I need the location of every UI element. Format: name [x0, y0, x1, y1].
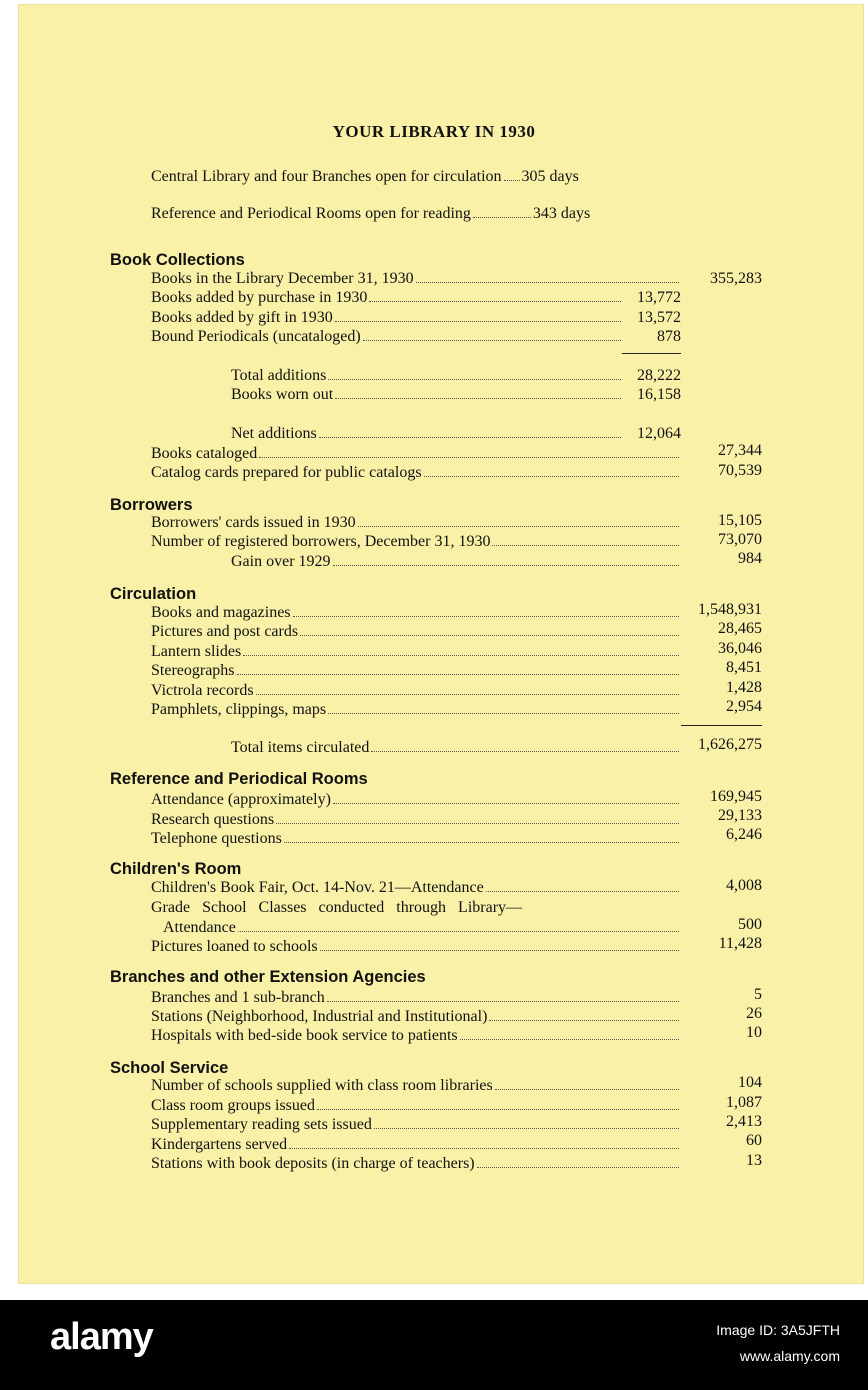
stat-row — [151, 810, 681, 829]
stat-row — [151, 642, 681, 661]
row-value: 36,046 — [718, 640, 762, 657]
row-label: Number of registered borrowers, December 31, 1930 — [151, 533, 491, 550]
section-heading: Borrowers — [110, 496, 193, 514]
leader-dots — [317, 1109, 679, 1110]
stat-row — [163, 918, 681, 937]
row-value: 343 days — [532, 205, 591, 222]
row-value: 1,548,931 — [698, 601, 762, 618]
leader-dots — [300, 635, 679, 636]
row-value: 1,626,275 — [698, 736, 762, 753]
row-value: 15,105 — [718, 512, 762, 529]
section-heading: Circulation — [110, 585, 197, 603]
row-value: 984 — [738, 550, 762, 567]
row-value: 28,465 — [718, 620, 762, 637]
row-value: 104 — [738, 1074, 762, 1091]
footer-bar — [0, 1300, 868, 1390]
stat-row — [151, 878, 681, 897]
row-value: 1,087 — [726, 1094, 762, 1111]
leader-dots — [473, 217, 531, 218]
row-value: 500 — [738, 916, 762, 933]
row-label: Pamphlets, clippings, maps — [151, 701, 327, 718]
leader-dots — [327, 1001, 679, 1002]
row-value: 13 — [746, 1152, 762, 1169]
leader-dots — [486, 891, 679, 892]
open-days-row — [151, 168, 731, 186]
section-heading: School Service — [110, 1059, 229, 1077]
row-value: 11,428 — [718, 935, 762, 952]
leader-dots — [328, 379, 621, 380]
row-label: Reference and Periodical Rooms open for reading — [151, 205, 471, 222]
row-value: 12,064 — [637, 425, 681, 442]
row-value: 305 days — [521, 168, 579, 185]
row-label: Research questions — [151, 811, 275, 828]
row-label: Books added by purchase in 1930 — [151, 289, 368, 306]
leader-dots — [504, 180, 520, 181]
row-label: Kindergartens served — [151, 1136, 288, 1153]
stat-row — [151, 288, 681, 307]
row-label: Children's Book Fair, Oct. 14-Nov. 21—Attendance — [151, 879, 484, 896]
leader-dots — [237, 674, 679, 675]
leader-dots — [460, 1039, 679, 1040]
leader-dots — [256, 694, 679, 695]
row-label: Attendance — [163, 919, 236, 936]
section-heading: Branches and other Extension Agencies — [110, 968, 426, 986]
leader-dots — [333, 565, 679, 566]
open-days-row — [151, 205, 731, 223]
row-label: Bound Periodicals (uncataloged) — [151, 328, 361, 345]
leader-dots — [319, 437, 621, 438]
row-label: Supplementary reading sets issued — [151, 1116, 372, 1133]
page-title: YOUR LIBRARY IN 1930 — [332, 122, 536, 141]
row-value: 8,451 — [726, 659, 762, 676]
row-value: 878 — [657, 328, 681, 345]
row-label: Pictures loaned to schools — [151, 938, 318, 955]
stat-row — [151, 622, 681, 641]
row-label: Number of schools supplied with class room libraries — [151, 1077, 493, 1094]
leader-dots — [363, 340, 621, 341]
section-heading: Reference and Periodical Rooms — [110, 770, 368, 788]
footer-url: www.alamy.com — [739, 1348, 840, 1364]
row-label: Attendance (approximately) — [151, 791, 331, 808]
alamy-logo: alamy — [50, 1316, 153, 1358]
sum-rule — [622, 353, 681, 354]
leader-dots — [489, 1020, 679, 1021]
leader-dots — [284, 842, 679, 843]
leader-dots — [243, 655, 679, 656]
stat-row — [151, 661, 681, 680]
stat-row — [151, 700, 681, 719]
stat-row — [151, 463, 681, 482]
row-value: 16,158 — [637, 386, 681, 403]
sum-rule — [681, 725, 762, 726]
row-label: Class room groups issued — [151, 1097, 315, 1114]
stat-row — [151, 532, 681, 551]
row-value: 355,283 — [710, 270, 762, 287]
stat-row — [231, 366, 681, 385]
row-value: 29,133 — [718, 807, 762, 824]
row-value: 13,772 — [637, 289, 681, 306]
row-label: Lantern slides — [151, 643, 242, 660]
leader-dots — [276, 823, 679, 824]
row-value: 13,572 — [637, 309, 681, 326]
leader-dots — [328, 713, 679, 714]
leader-dots — [333, 803, 679, 804]
stat-row — [151, 308, 681, 327]
row-label: Central Library and four Branches open for circulation — [151, 168, 502, 185]
row-label: Books added by gift in 1930 — [151, 309, 333, 326]
leader-dots — [369, 301, 621, 302]
row-value: 26 — [746, 1005, 762, 1022]
stat-row — [231, 552, 681, 571]
leader-dots — [335, 321, 621, 322]
row-label: Net additions — [231, 425, 317, 442]
row-label: Books in the Library December 31, 1930 — [151, 270, 414, 287]
leader-dots — [374, 1128, 679, 1129]
row-label: Catalog cards prepared for public catalogs — [151, 464, 422, 481]
stat-row — [231, 738, 681, 757]
stat-row — [151, 1096, 681, 1115]
row-value: 27,344 — [718, 442, 762, 459]
leader-dots — [289, 1148, 679, 1149]
row-label: Total additions — [231, 367, 327, 384]
row-label: Branches and 1 sub-branch — [151, 989, 325, 1006]
row-value: 6,246 — [726, 826, 762, 843]
row-value: 28,222 — [637, 367, 681, 384]
row-value: 5 — [754, 986, 762, 1003]
leader-dots — [424, 476, 679, 477]
row-label: Victrola records — [151, 682, 254, 699]
stat-row — [151, 829, 681, 848]
row-label: Stereographs — [151, 662, 235, 679]
row-value: 4,008 — [726, 877, 762, 894]
stat-row — [151, 681, 681, 700]
row-label: Total items circulated — [231, 739, 370, 756]
row-label: Hospitals with bed-side book service to patients — [151, 1027, 458, 1044]
row-value: 60 — [746, 1132, 762, 1149]
leader-dots — [293, 616, 679, 617]
stat-row — [231, 385, 681, 404]
leader-dots — [358, 526, 679, 527]
row-label: Telephone questions — [151, 830, 282, 847]
section-heading: Children's Room — [110, 860, 242, 878]
leader-dots — [492, 545, 679, 546]
stat-row — [151, 790, 681, 809]
leader-dots — [477, 1167, 679, 1168]
stat-row — [151, 898, 681, 917]
stat-row — [151, 1154, 681, 1173]
stat-row — [151, 444, 681, 463]
row-label: Borrowers' cards issued in 1930 — [151, 514, 356, 531]
stat-row — [151, 1135, 681, 1154]
row-label: Gain over 1929 — [231, 553, 331, 570]
row-label: Pictures and post cards — [151, 623, 299, 640]
leader-dots — [416, 282, 679, 283]
stat-row — [151, 988, 681, 1007]
leader-dots — [495, 1089, 679, 1090]
image-id: Image ID: 3A5JFTH — [716, 1322, 840, 1338]
row-label: Books worn out — [231, 386, 334, 403]
row-label: Books cataloged — [151, 445, 258, 462]
row-value: 70,539 — [718, 462, 762, 479]
row-value: 2,954 — [726, 698, 762, 715]
leader-dots — [335, 398, 621, 399]
leader-dots — [320, 950, 679, 951]
stat-row — [151, 1026, 681, 1045]
stat-row — [151, 513, 681, 532]
stat-row — [151, 603, 681, 622]
stat-row — [151, 1076, 681, 1095]
leader-dots — [371, 751, 679, 752]
stat-row — [151, 269, 681, 288]
row-value: 169,945 — [710, 788, 762, 805]
stat-row — [151, 937, 681, 956]
row-value: 2,413 — [726, 1113, 762, 1130]
stat-row — [151, 1007, 681, 1026]
stat-row — [151, 327, 681, 346]
section-heading: Book Collections — [110, 251, 245, 269]
row-value: 1,428 — [726, 679, 762, 696]
row-value: 73,070 — [718, 531, 762, 548]
row-value: 10 — [746, 1024, 762, 1041]
row-label: Books and magazines — [151, 604, 291, 621]
leader-dots — [259, 457, 679, 458]
row-label: Stations with book deposits (in charge of teachers) — [151, 1155, 475, 1172]
stat-row — [231, 424, 681, 443]
row-label: Grade School Classes conducted through Library— — [151, 899, 523, 916]
leader-dots — [238, 931, 679, 932]
row-label: Stations (Neighborhood, Industrial and Institutional) — [151, 1008, 488, 1025]
stat-row — [151, 1115, 681, 1134]
